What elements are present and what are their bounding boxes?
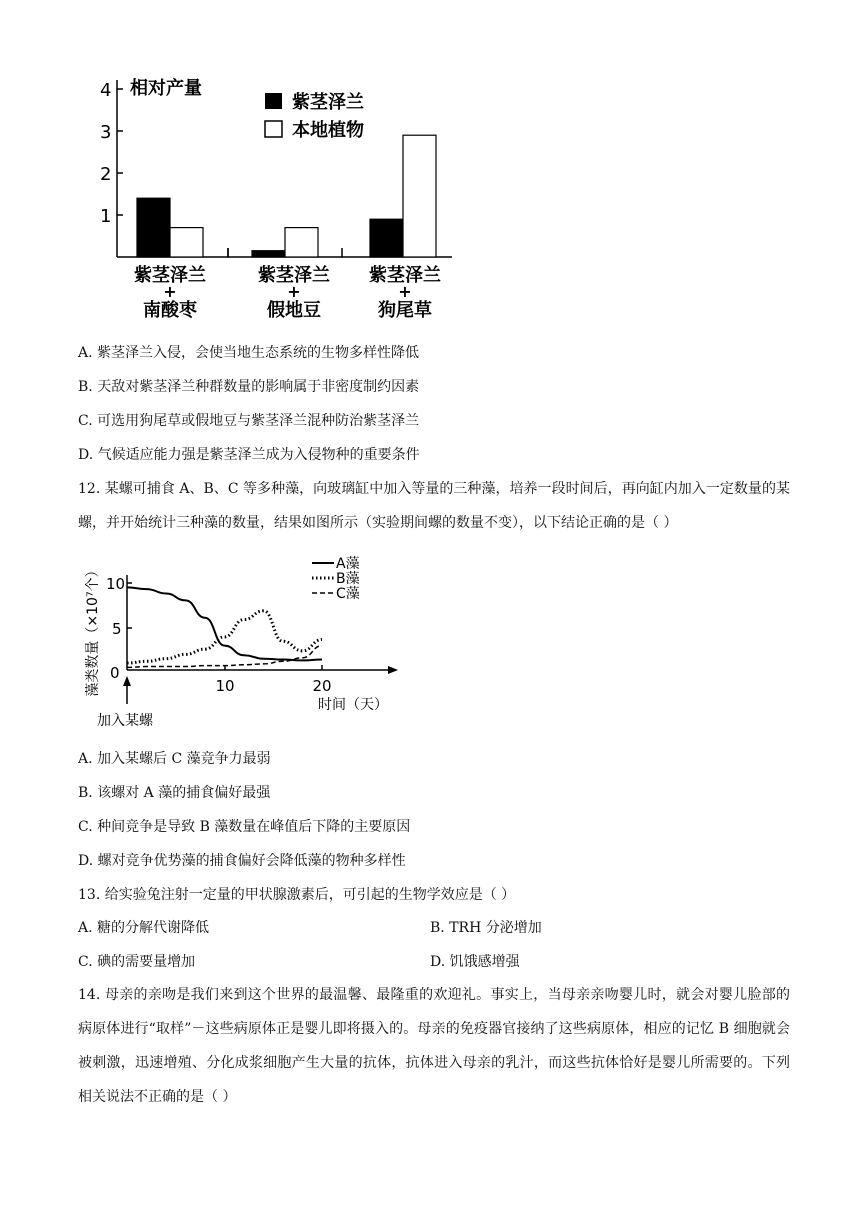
legend-label-b: B藻	[336, 571, 360, 587]
category-label: 南酸枣	[143, 300, 197, 321]
y-tick-label: 5	[112, 620, 122, 638]
series-line-b	[127, 611, 322, 663]
option-a: A. 加入某螺后 C 藻竞争力最弱	[78, 751, 271, 767]
legend-label-native: 本地植物	[292, 120, 364, 141]
annotation-arrowhead	[123, 676, 131, 686]
x-tick-label: 10	[215, 677, 235, 695]
option-a: A. 紫茎泽兰入侵，会使当地生态系统的生物多样性降低	[78, 345, 420, 361]
option-c: C. 可选用狗尾草或假地豆与紫茎泽兰混种防治紫茎泽兰	[78, 413, 420, 429]
question-14-stem: 14. 母亲的亲吻是我们来到这个世界的最温馨、最隆重的欢迎礼。事实上，当母亲亲吻婴儿时，就会对婴儿脸部的病原体进行“取样”－这些病原体正是婴儿即将摄入的。母亲的免疫器官接纳了这些病原体，相应的记忆 B 细胞就会被刺激，迅速增殖、分化成浆细胞产生大量的抗体，抗体进入母亲的乳汁，而这些抗体恰好是婴儿所需要的。下列相关说法不正确的是（ ）	[78, 987, 791, 1105]
option-b: B. TRH 分泌增加	[430, 920, 542, 936]
series-line-c	[127, 646, 322, 668]
series-line-a	[127, 587, 322, 660]
tick-marks	[127, 583, 322, 670]
option-d: D. 螺对竞争优势藻的捕食偏好会降低藻的物种多样性	[78, 853, 406, 869]
option-d: D. 气候适应能力强是紫茎泽兰成为入侵物种的重要条件	[78, 447, 420, 463]
y-axis-title: 藻类数量（×10⁷个）	[85, 563, 101, 697]
category-label: 狗尾草	[378, 300, 432, 321]
annotation-label: 加入某螺	[97, 713, 153, 729]
legend-label-a: A藻	[336, 556, 360, 572]
category-plus: +	[287, 282, 301, 301]
option-c: C. 种间竞争是导致 B 藻数量在峰值后下降的主要原因	[78, 819, 411, 835]
y-tick-label: 3	[100, 122, 112, 143]
category-label: 紫茎泽兰	[258, 265, 330, 286]
x-tick-label: 20	[312, 677, 332, 695]
x-axis-title: 时间（天）	[318, 697, 388, 713]
category-plus: +	[163, 282, 177, 301]
option-c: C. 碘的需要量增加	[78, 954, 196, 970]
option-a: A. 糖的分解代谢降低	[78, 920, 210, 936]
question-12-stem: 12. 某螺可捕食 A、B、C 等多种藻，向玻璃缸中加入等量的三种藻，培养一段时间后，再向缸内加入一定数量的某螺，并开始统计三种藻的数量，结果如图所示（实验期间螺的数量不变），以下结论正确的是（ ）	[78, 481, 790, 531]
question-13-stem: 13. 给实验兔注射一定量的甲状腺激素后，可引起的生物学效应是（ ）	[78, 887, 516, 903]
y-tick-label: 2	[100, 164, 112, 185]
y-tick-label: 10	[106, 575, 126, 593]
legend-label-invasive: 紫茎泽兰	[292, 92, 364, 113]
option-d: D. 饥饿感增强	[430, 954, 520, 970]
legend-label-c: C藻	[336, 586, 360, 602]
option-b: B. 该螺对 A 藻的捕食偏好最强	[78, 785, 271, 801]
category-label: 假地豆	[267, 300, 321, 321]
origin-label: 0	[110, 664, 120, 682]
y-tick-label: 4	[100, 80, 112, 101]
y-axis-title: 相对产量	[130, 78, 202, 99]
category-label: 紫茎泽兰	[369, 265, 441, 286]
y-tick-label: 1	[100, 206, 112, 227]
option-b: B. 天敌对紫茎泽兰种群数量的影响属于非密度制约因素	[78, 379, 420, 395]
category-plus: +	[398, 282, 412, 301]
x-axis-arrow	[388, 666, 398, 674]
category-label: 紫茎泽兰	[134, 265, 206, 286]
